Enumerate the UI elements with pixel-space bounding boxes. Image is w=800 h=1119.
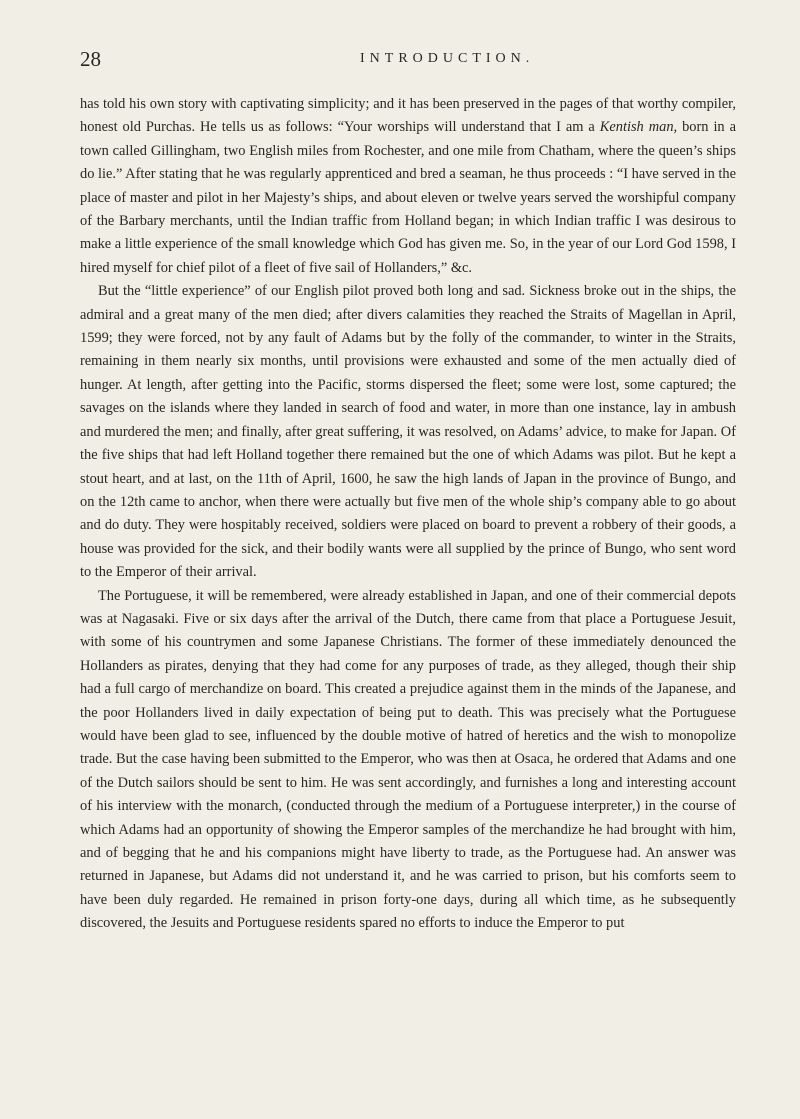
italic-phrase: Kentish man [599,119,674,136]
body-text [80,93,736,936]
paragraph-1 [80,93,736,280]
paragraph-1-part-2: , born in a town called Gillingham, two English miles from Rochester, and one mile from Chatham, where the queen’s ships do lie.” After stating that he was regularly apprenticed and bred a seaman, he thus proceeds : “I have served in the place of master and pilot in her Majesty’s ships, and about eleven or twelve years served the worshipful company of the Barbary merchants, until the Indian traffic from Holland began; in which Indian traffic I was desirous to make a little experience of the small knowledge which God has given me. So, in the year of our Lord God 1598, I hired myself for chief pilot of a fleet of five sail of Hollanders,” &c. [80,119,736,276]
page-number: 28 [80,47,101,71]
running-head: INTRODUCTION. [360,51,535,66]
paragraph-2: But the “little experience” of our English pilot proved both long and sad. Sickness broke out in the ships, the admiral and a great many of the men died; after divers calamities they reached the Straits of Magellan in April, 1599; they were forced, not by any fault of Adams but by the folly of the commander, to winter in the Straits, remaining in them nearly six months, until provisions were exhausted and some of the men actually died of hunger. At length, after getting into the Pacific, storms dispersed the fleet; some were lost, some captured; the savages on the islands where they landed in search of food and water, in more than one instance, lay in ambush and murdered the men; and finally, after great suffering, it was resolved, on Adams’ advice, to make for Japan. Of the five ships that had left Holland together there remained but the one of which Adams was pilot. But he kept a stout heart, and at last, on the 11th of April, 1600, he saw the high lands of Japan in the province of Bungo, and on the 12th came to anchor, when there were actually but five men of the whole ship’s company able to go about and do duty. They were hospitably received, soldiers were placed on board to prevent a robbery of their goods, a house was provided for the sick, and their bodily wants were all supplied by the prince of Bungo, who sent word to the Emperor of their arrival. [80,283,736,581]
page-header [80,44,754,74]
paragraph-3: The Portuguese, it will be remembered, were already established in Japan, and one of their commercial depots was at Nagasaki. Five or six days after the arrival of the Dutch, there came from that place a Portuguese Jesuit, with some of his countrymen and some Japanese Christians. The former of these immediately denounced the Hollanders as pirates, denying that they had come for any purposes of trade, as they alleged, though their ship had a full cargo of merchandize on board. This created a prejudice against them in the minds of the Japanese, and the poor Hollanders lived in daily expectation of being put to death. This was precisely what the Portuguese would have been glad to see, influenced by the double motive of hatred of heretics and the wish to monopolize trade. But the case having been submitted to the Emperor, who was then at Osaca, he ordered that Adams and one of the Dutch sailors should be sent to him. He was sent accordingly, and furnishes a long and interesting account of his interview with the monarch, (conducted through the medium of a Portuguese interpreter,) in the course of which Adams had an opportunity of showing the Emperor samples of the merchandize he had brought with him, and of begging that he and his companions might have liberty to trade, as the Portuguese had. An answer was returned in Japanese, but Adams did not understand it, and he was carried to prison, but his comforts seem to have been duly regarded. He remained in prison forty-one days, during all which time, as he subsequently discovered, the Jesuits and Portuguese residents spared no efforts to induce the Emperor to put [80,587,736,932]
paragraph-1-part-1: has told his own story with captivating simplicity; and it has been preserved in the pages of that worthy compiler, honest old Purchas. He tells us as follows: “Your worships will understand that I am a [80,96,736,136]
